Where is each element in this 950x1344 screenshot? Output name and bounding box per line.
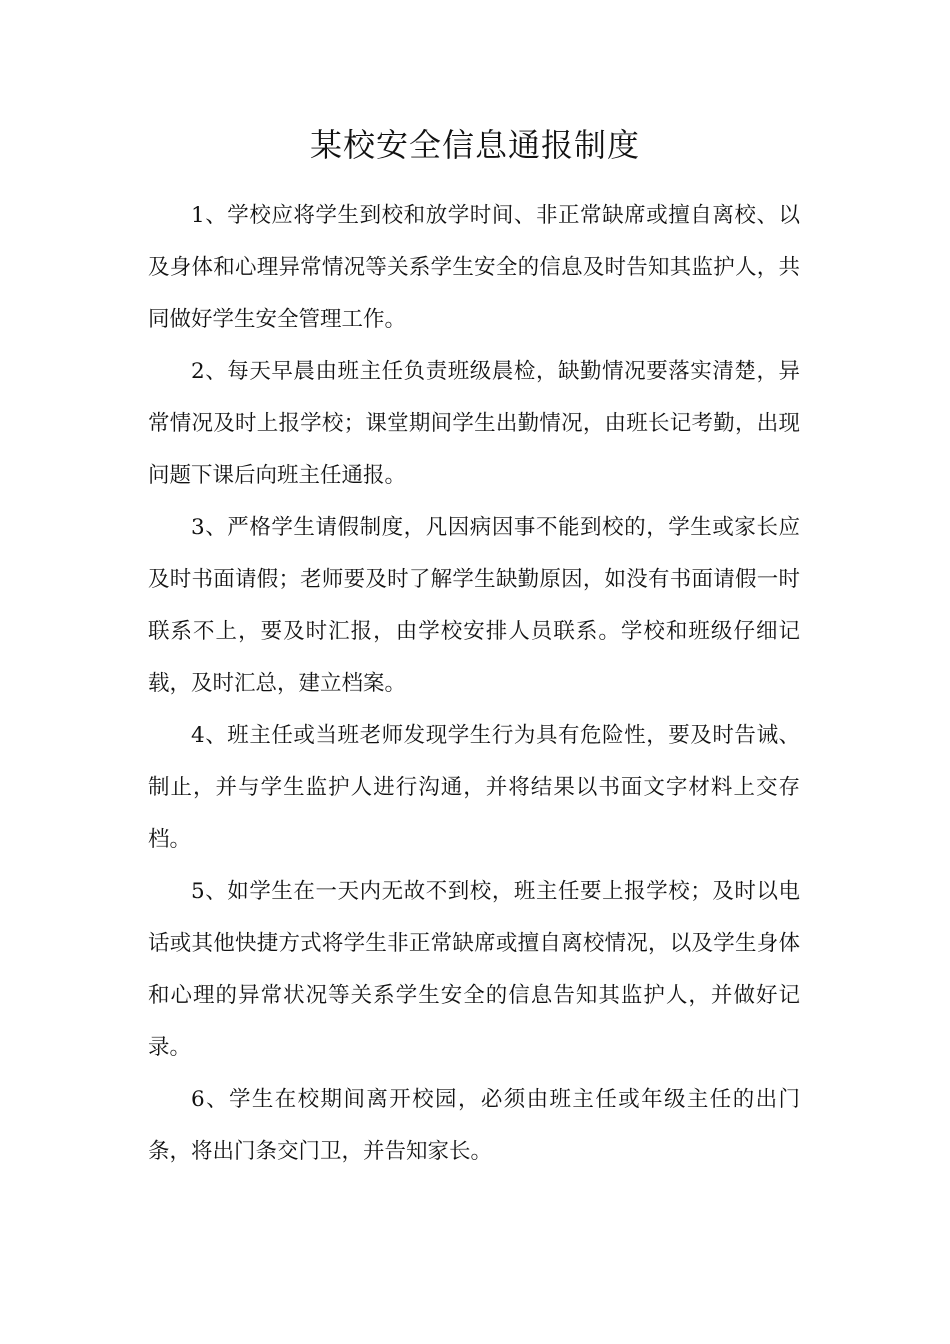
paragraph-6: 6、学生在校期间离开校园，必须由班主任或年级主任的出门条，将出门条交门卫，并告知家长。 (148, 1087, 800, 1164)
document-title: 某校安全信息通报制度 (309, 126, 640, 164)
paragraph-3: 3、严格学生请假制度，凡因病因事不能到校的，学生或家长应及时书面请假；老师要及时了解学生缺勤原因，如没有书面请假一时联系不上，要及时汇报，由学校安排人员联系。学校和班级仔细记载，及时汇总，建立档案。 (148, 515, 800, 696)
paragraph-5: 5、如学生在一天内无故不到校，班主任要上报学校；及时以电话或其他快捷方式将学生非正常缺席或擅自离校情况，以及学生身体和心理的异常状况等关系学生安全的信息告知其监护人，并做好记录。 (148, 879, 800, 1060)
paragraph-2: 2、每天早晨由班主任负责班级晨检，缺勤情况要落实清楚，异常情况及时上报学校；课堂期间学生出勤情况，由班长记考勤，出现问题下课后向班主任通报。 (148, 359, 800, 488)
document-body (148, 190, 800, 1178)
paragraph-4: 4、班主任或当班老师发现学生行为具有危险性，要及时告诫、制止，并与学生监护人进行沟通，并将结果以书面文字材料上交存档。 (148, 723, 800, 852)
paragraph-1: 1、学校应将学生到校和放学时间、非正常缺席或擅自离校、以及身体和心理异常情况等关系学生安全的信息及时告知其监护人，共同做好学生安全管理工作。 (148, 203, 800, 332)
